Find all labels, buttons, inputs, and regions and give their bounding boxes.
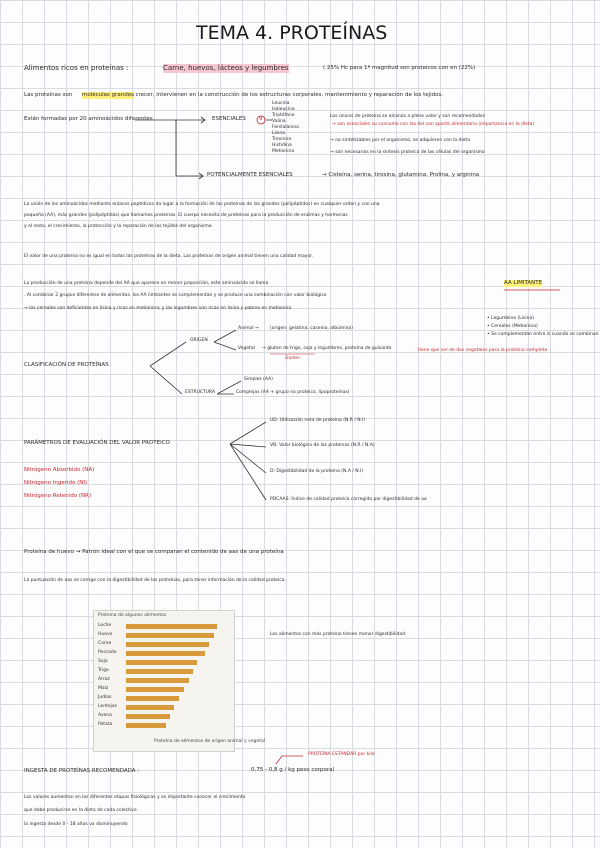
foods-lead: Alimentos ricos en proteínas :: [24, 64, 129, 72]
aa-item: Valina: [272, 119, 286, 124]
param-d: D: Digestibilidad de la proteína (N.A / N.I): [270, 469, 364, 474]
aa-item: Isoleucina: [272, 107, 295, 112]
param-ud: UD: Utilización neta de proteína (N.R / N.I): [270, 418, 366, 423]
aa-item: Metionina: [272, 149, 295, 154]
essential-label: ESENCIALES: [212, 116, 246, 122]
paragraph-line: La unión de los aminoácidos mediante enlaces peptídicos da lugar a la formación de las proteínas de las grandes (polipéptidos) en cualquier orden y con una: [24, 202, 380, 207]
paragraph-line: pequeña (AA), más grandes (polipéptidos) que llamamos proteínas. El cuerpo necesita de proteínas para la producción de enzimas y hormonas: [24, 213, 348, 218]
vegetal-label: Vegetal: [238, 346, 255, 351]
essential-note-2: → son esenciales su consumo con las del con aporte alimentario (importancia en la dieta): [332, 122, 535, 127]
intake-line-3: la ingesta desde 0 - 18 años va disminuyendo: [24, 822, 128, 827]
figure-note: Los alimentos con más proteína tienen menor digestibilidad.: [270, 632, 407, 637]
limiting-side-2: • Cereales (Metionina): [487, 324, 538, 329]
figure-row-label: Maíz: [98, 686, 109, 691]
proteins-highlight: moléculas grandes: [82, 92, 135, 98]
essential-note-1: Los únicos de proteína se alcanza a pleno valor y son recomendados: [330, 114, 485, 119]
egg-line-2: La puntuación de aas se corrige con la digestibilidad de las proteínas, para tener información de la calidad proteica.: [24, 578, 286, 583]
limiting-side-1: • Legumbres (Lisina): [487, 316, 534, 321]
param-vb: VB: Valor biológico de las proteínas (N.R / N.A): [270, 443, 375, 448]
figure-row-label: Trigo: [98, 668, 109, 673]
classification-label: CLASIFICACIÓN DE PROTEÍNAS: [24, 362, 109, 368]
egg-line-1: Proteína de huevo → Patrón ideal con el que se comparan el contenido de aas de una proteína: [24, 549, 284, 555]
parameters-label: PARÁMETROS DE EVALUACIÓN DEL VALOR PROTEICO: [24, 440, 170, 446]
quality-line: El valor de una proteína no es igual en todas las proteínas de la dieta. Las proteínas de origen animal tienen una calidad mayor.: [24, 254, 314, 259]
intake-line-2: que debe producirse en la dieta de cada colectivo: [24, 808, 137, 813]
param-pdcaas: PDCAAS: Índice de calidad proteica corregido por digestibilidad de aa: [270, 497, 427, 502]
standard-note: PROTEÍNA ESTÁNDAR por kilo: [308, 752, 375, 757]
nitrogen-ingested: Nitrógeno Ingerido (NI): [24, 480, 88, 486]
nitrogen-retained: Nitrógeno Retenido (NR): [24, 493, 92, 499]
intake-value: 0,75 - 0,8 g / kg peso corporal: [251, 767, 335, 773]
figure-title: Proteína de algunos alimentos: [98, 613, 167, 618]
limiting-line-a: La producción de una proteína depende del AA que aparece en menor proporción, este aminoácido se llama: [24, 281, 269, 286]
foods-note: ( 25% Hc para 1ª magnitud son proteicos con en (22%): [323, 65, 476, 71]
intake-line-1: Los valores aumentan en los diferentes etapas fisiológicas y es importante conocer el crecimiento: [24, 795, 246, 800]
figure-row-label: Patata: [98, 722, 113, 727]
conditional-list: → Cisteína, serina, tirosina, glutamina, Prolina, y arginina: [322, 172, 480, 178]
figure-row-label: Judías: [98, 695, 112, 700]
page-title: TEMA 4. PROTEÍNAS: [196, 22, 388, 44]
vegetal-note: tiene que ser de dos vegetales para la proteína completa: [418, 348, 548, 353]
gluten-note: Gluten: [285, 356, 300, 361]
figure-row-label: Arroz: [98, 677, 110, 682]
aa-item: Fenilalanina: [272, 125, 299, 130]
animal-list: (origen: gelatina, caseína, albúmina): [270, 326, 353, 331]
proteins-line-b: , crecer, intervienen en la construcción de los estructuras corporales, mantenimiento y reparación de los tejidos.: [132, 92, 444, 98]
paragraph-line: y el resto, el crecimiento, la protección y la reparación de los tejidos del organismo.: [24, 224, 213, 229]
aa-item: Triptófano: [272, 113, 295, 118]
intake-label: INGESTA DE PROTEÍNAS RECOMENDADA :: [24, 768, 140, 774]
essential-note-3: → no sintetizables por el organismo, se adquieren con la dieta: [330, 138, 470, 143]
figure-row-label: Leche: [98, 623, 112, 628]
essential-count: 9: [259, 116, 263, 122]
aa-item: Lisina: [272, 131, 285, 136]
figure-row-label: Carne: [98, 641, 112, 646]
conditional-label: POTENCIALMENTE ESENCIALES: [207, 172, 293, 178]
limiting-line-c: → los cereales son deficientes en lisina y ricos en metionina; y las legumbres son ricas en lisina y pobres en metionina: [24, 306, 292, 311]
simple-label: Simples (AA): [244, 377, 273, 382]
limiting-line-b: . Al combinar 2 grupos diferentes de alimentos, los AA limitantes se complementan y se produce una combinación con valor biológico: [24, 293, 327, 298]
figure-row-label: Pescado: [98, 650, 117, 655]
vegetal-list: → gluten de trigo, soja y legumbres, proteína de guisante: [262, 346, 392, 351]
nitrogen-absorbed: Nitrógeno Absorbido (NA): [24, 467, 95, 473]
formed-by: Están formadas por 20 aminoácidos diferentes: [24, 116, 153, 122]
figure-row-label: Avena: [98, 713, 112, 718]
proteins-line-a: Las proteínas son: [24, 92, 73, 98]
complex-label: Complejas (AA + grupo no proteico, lipoproteínas): [236, 390, 350, 395]
aa-item: Treonina: [272, 137, 292, 142]
limiting-highlight: AA LIMITANTE: [504, 280, 543, 286]
aa-item: Histidina: [272, 143, 292, 148]
foods-list: Carne, huevos, lácteos y legumbres: [163, 64, 289, 72]
structure-label: ESTRUCTURA: [185, 390, 216, 395]
figure-row-label: Huevo: [98, 632, 113, 637]
figure-row-label: Soja: [98, 659, 108, 664]
limiting-side-3: • Se complementan entre sí cuando se combinan: [487, 332, 599, 337]
figure-caption: Proteína de alimentos de origen animal y vegetal: [154, 739, 265, 744]
animal-label: Animal →: [238, 326, 259, 331]
essential-note-4: → son necesarios en la síntesis proteica de las células del organismo: [330, 150, 485, 155]
aa-item: Leucina: [272, 101, 290, 106]
figure-row-label: Lentejas: [98, 704, 117, 709]
origin-label: ORIGEN: [190, 338, 208, 343]
